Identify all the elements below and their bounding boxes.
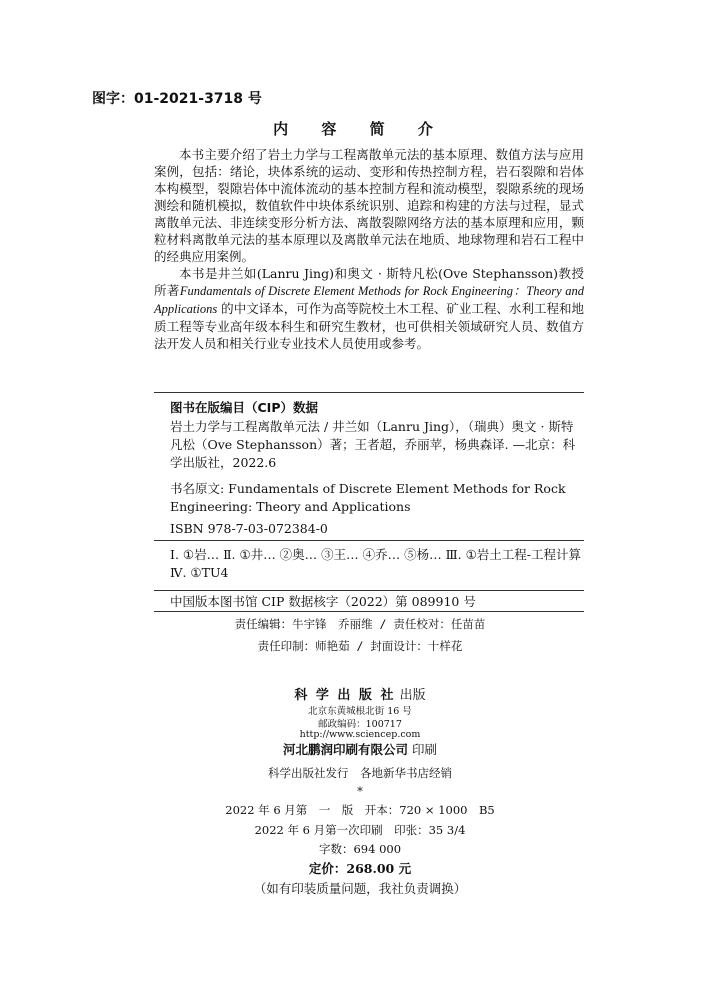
publisher-suffix: 出版: [399, 688, 426, 703]
publisher-name: 科 学 出 版 社: [294, 688, 396, 703]
distribution-line: 科学出版社发行 各地新华书店经销: [268, 766, 452, 780]
printer-line: [0, 740, 720, 758]
edition-line-2: 2022 年 6 月第一次印刷 印张：35 3/4: [254, 823, 466, 837]
intro-paragraph-2: [154, 265, 584, 352]
intro-body: [154, 146, 584, 352]
cip-bottom-rule: [154, 611, 584, 612]
intro-title: 内 容 简 介: [273, 120, 447, 138]
credits-line-2: 责任印制：师艳茹 / 封面设计：十样花: [257, 639, 463, 653]
intro-paragraph-2-a: 本书是井兰如(Lanru Jing)和奥文 · 斯特凡松(Ove Stephansson)教授所著: [154, 266, 584, 298]
cip-classification: Ⅰ. ①岩… Ⅱ. ①井… ②奥… ③王… ④乔… ⑤杨… Ⅲ. ①岩土工程-工程计算 Ⅳ. ①TU4: [170, 547, 582, 580]
cip-original-title: 书名原文: Fundamentals of Discrete Element Methods for Rock Engineering: Theory and Applications: [170, 481, 566, 514]
quality-notice: （如有印装质量问题，我社负责调换）: [253, 881, 467, 896]
cip-lower-rule: [154, 590, 584, 591]
publisher-postcode: 邮政编码：100717: [318, 719, 402, 730]
printer-suffix: 印刷: [411, 742, 437, 757]
intro-paragraph-2-b: 的中文译本，可作为高等院校土木工程、矿业工程、水利工程和地质工程等专业高年级本科生和研究生教材，也可供相关领域研究人员、数值方法开发人员和相关行业专业技术人员使用或参考。: [154, 301, 584, 351]
credits-line-1: 责任编辑：牛宇锋 乔丽维 / 责任校对：任苗苗: [234, 617, 486, 631]
publisher-line: [0, 684, 720, 703]
publisher-url: http://www.sciencep.com: [299, 729, 421, 740]
cip-entry: 岩土力学与工程离散单元法 / 井兰如（Lanru Jing），（瑞典）奥文 · 斯特凡松（Ove Stephansson）著；王者超，乔丽苹，杨典森译. —北京：科学出版社，2022.6: [170, 419, 576, 470]
registration-number: 图字：01-2021-3718 号: [92, 91, 262, 107]
word-count: 字数：694 000: [318, 842, 402, 856]
separator-star: *: [357, 784, 363, 798]
cip-isbn: ISBN 978-7-03-072384-0: [170, 521, 328, 536]
original-title-italic: Fundamentals of Discrete Element Methods for Rock Engineering：Theory and Applications: [154, 284, 584, 316]
edition-line-1: 2022 年 6 月第 一 版 开本：720 × 1000 B5: [225, 803, 495, 817]
cip-library-record: 中国版本图书馆 CIP 数据核字（2022）第 089910 号: [170, 594, 476, 609]
cip-title: 图书在版编目（CIP）数据: [170, 400, 318, 415]
publisher-address: 北京东黄城根北街 16 号: [308, 706, 412, 717]
printer-name: 河北鹏润印刷有限公司: [282, 742, 408, 757]
price: 定价：268.00 元: [308, 861, 412, 876]
intro-paragraph-1: 本书主要介绍了岩土力学与工程离散单元法的基本原理、数值方法与应用案例，包括：绪论，块体系统的运动、变形和传热控制方程，岩石裂隙和岩体本构模型，裂隙岩体中流体流动的基本控制方程和流动模型，裂隙系统的现场测绘和随机模拟，数值软件中块体系统识别、追踪和构建的方法与过程，显式离散单元法、非连续变形分析方法、离散裂隙网络方法的基本原理和应用，颗粒材料离散单元法的基本原理以及离散单元法在地质、地球物理和岩石工程中的经典应用案例。: [154, 147, 584, 264]
cip-top-rule: [154, 392, 584, 393]
cip-mid-rule: [154, 540, 584, 541]
